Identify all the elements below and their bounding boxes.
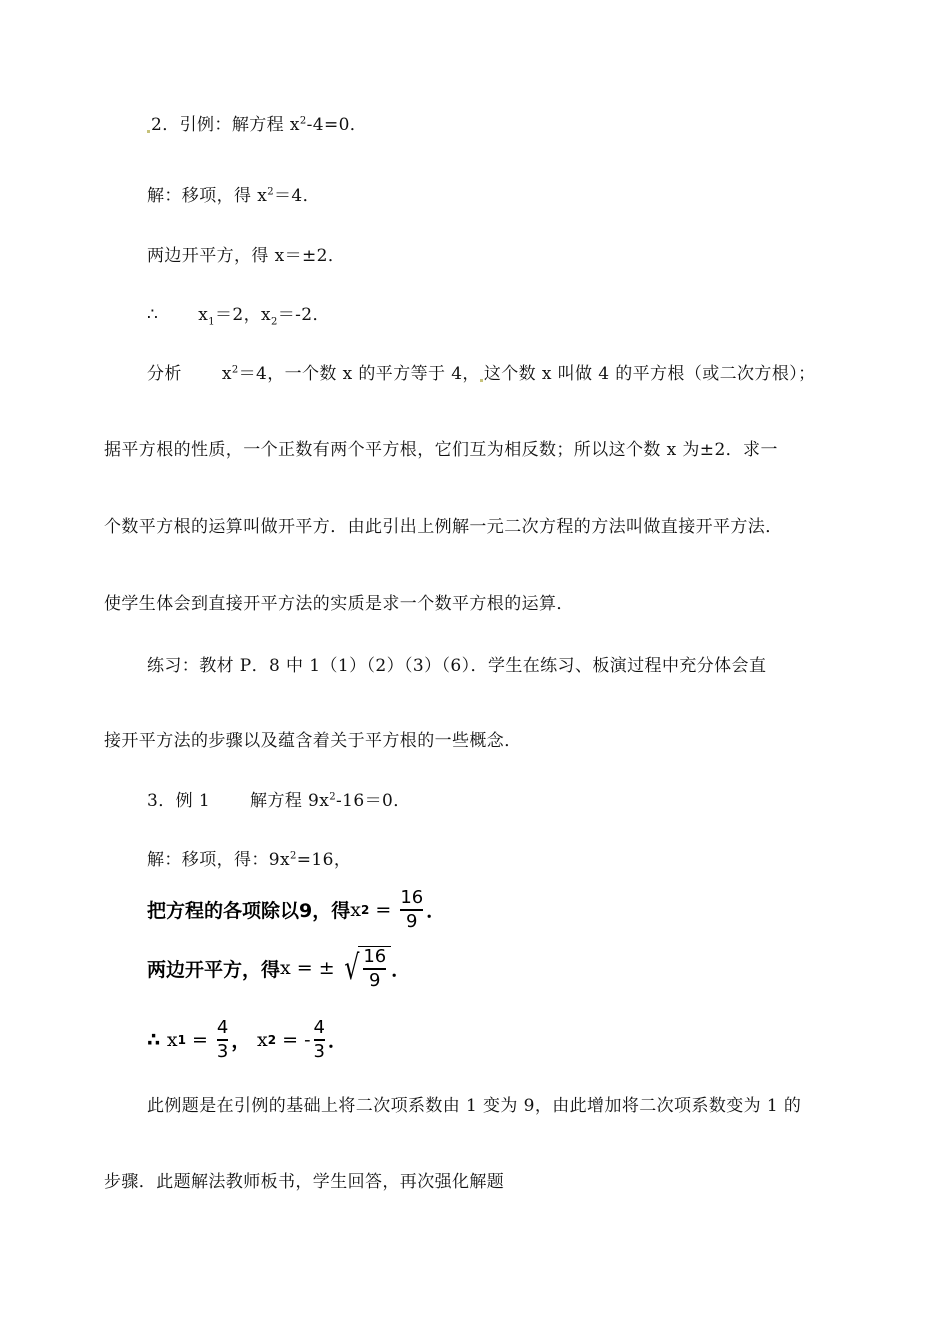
formula-divide-by-9: 把方程的各项除以9，得 x 2 = $\frac{16}{9}$ ． bbox=[147, 887, 446, 932]
margin-mark bbox=[480, 379, 483, 382]
solution-result: ∴ $x_1=2$，$x_2=-2$． bbox=[147, 305, 330, 328]
example-1-step-move: 解：移项，得：$9x^2=16$， bbox=[147, 850, 352, 870]
exercise-paragraph-start: 练习：教材 P．8 中 1（1）（2）（3）（6）．学生在练习、板演过程中充分体会直 bbox=[147, 656, 767, 676]
example-explanation-start: 此例题是在引例的基础上将二次项系数由 1 变为 9，由此增加将二次项系数变为 1 的 bbox=[147, 1096, 802, 1116]
analysis-paragraph-start: 分析 $x^2=4$，一个数 x 的平方等于 4， 这个数 x 叫做 4 的平方根（或二次方根）； bbox=[147, 364, 816, 384]
formula-take-square-root: 两边开平方，得 x = ± √ $\frac{16}{9}$ ． bbox=[147, 946, 411, 991]
exercise-paragraph-end: 接开平方法的步骤以及蕴含着关于平方根的一些概念． bbox=[104, 731, 522, 751]
fraction-16-over-9: $\frac{16}{9}$ bbox=[363, 946, 387, 991]
solution-step-sqrt: 两边开平方，得 x＝±2． bbox=[147, 246, 346, 266]
analysis-paragraph-line: 据平方根的性质，一个正数有两个平方根，它们互为相反数；所以这个数 x 为±2．求一 bbox=[104, 440, 778, 460]
analysis-paragraph-line: 个数平方根的运算叫做开平方．由此引出上例解一元二次方程的方法叫做直接开平方法． bbox=[104, 517, 783, 537]
example-1-heading: 3．例 1 解方程 $9x^2-16=0$． bbox=[147, 791, 411, 811]
margin-mark bbox=[147, 130, 150, 133]
solution-step-move: 解：移项，得 $x^2=4$． bbox=[147, 186, 320, 206]
formula-roots: ∴ x 1 = $\frac{4}{3}$ ， x 2 = - $\frac{4}{3}$ ． bbox=[147, 1017, 347, 1062]
analysis-paragraph-end: 使学生体会到直接开平方法的实质是求一个数平方根的运算． bbox=[104, 594, 574, 614]
fraction-4-over-3: $\frac{4}{3}$ bbox=[216, 1017, 229, 1062]
square-root-sign: √ $\frac{16}{9}$ bbox=[341, 946, 392, 991]
fraction-4-over-3: $\frac{4}{3}$ bbox=[313, 1017, 325, 1062]
example-explanation-end: 步骤．此题解法教师板书，学生回答，再次强化解题 bbox=[104, 1172, 505, 1192]
fraction-16-over-9: $\frac{16}{9}$ bbox=[400, 887, 424, 932]
paragraph-example-intro: 2．引例：解方程 $x^2-4=0$． bbox=[147, 113, 367, 137]
